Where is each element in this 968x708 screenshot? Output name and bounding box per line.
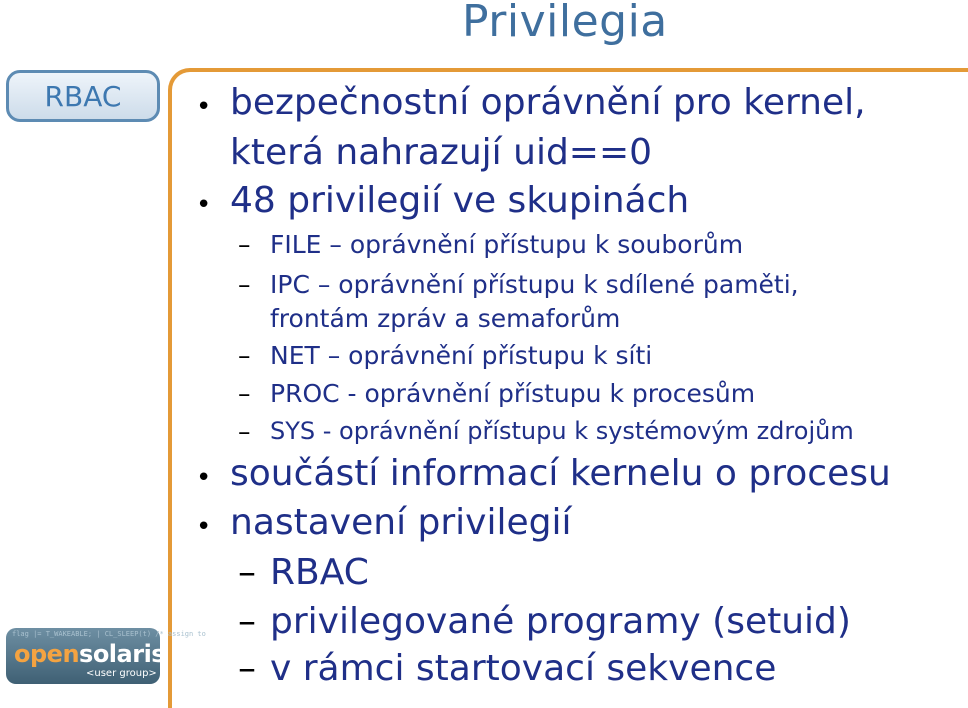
sub-item-file: FILE – oprávnění přístupu k souborům (270, 230, 744, 259)
bullet-item-3: součástí informací kernelu o procesu (230, 453, 891, 494)
logo-word-open: open (14, 640, 80, 668)
sub-item-setuid: privilegované programy (setuid) (270, 601, 851, 642)
dash-icon: – (238, 552, 256, 593)
dash-icon: – (238, 379, 251, 408)
logo-code-text: flag |= T_WAKEABLE; | CL_SLEEP(t) /* assign to (12, 630, 206, 638)
dash-icon: – (238, 417, 251, 446)
bullet-icon: • (196, 512, 212, 542)
dash-icon: – (238, 648, 256, 689)
logo-word-solaris: solaris (79, 640, 166, 668)
bullet-icon: • (196, 190, 212, 220)
bullet-item-2: 48 privilegií ve skupinách (230, 180, 690, 221)
sub-item-net: NET – oprávnění přístupu k síti (270, 341, 653, 370)
dash-icon: – (238, 270, 251, 299)
slide-title: Privilegia (462, 0, 668, 47)
opensolaris-logo (6, 628, 206, 684)
sub-item-startup: v rámci startovací sekvence (270, 648, 777, 689)
logo-wordmark (14, 640, 165, 668)
dash-icon: – (238, 230, 251, 259)
dash-icon: – (238, 601, 256, 642)
section-tab-rbac: RBAC (6, 70, 160, 122)
sub-item-sys: SYS - oprávnění přístupu k systémovým zdrojům (270, 417, 854, 445)
bullet-icon: • (196, 463, 212, 493)
bullet-item-1: bezpečnostní oprávnění pro kernel, (230, 82, 866, 123)
sub-item-proc: PROC - oprávnění přístupu k procesům (270, 379, 756, 408)
sub-item-rbac: RBAC (270, 552, 369, 593)
sub-item-ipc-continued: frontám zpráv a semaforům (270, 304, 621, 333)
bullet-item-4: nastavení privilegií (230, 502, 572, 543)
bullet-icon: • (196, 92, 212, 122)
bullet-item-1-continued: která nahrazují uid==0 (230, 132, 653, 173)
logo-subtitle: <user group> (86, 668, 157, 679)
dash-icon: – (238, 341, 251, 370)
sub-item-ipc: IPC – oprávnění přístupu k sdílené paměti, (270, 270, 799, 299)
